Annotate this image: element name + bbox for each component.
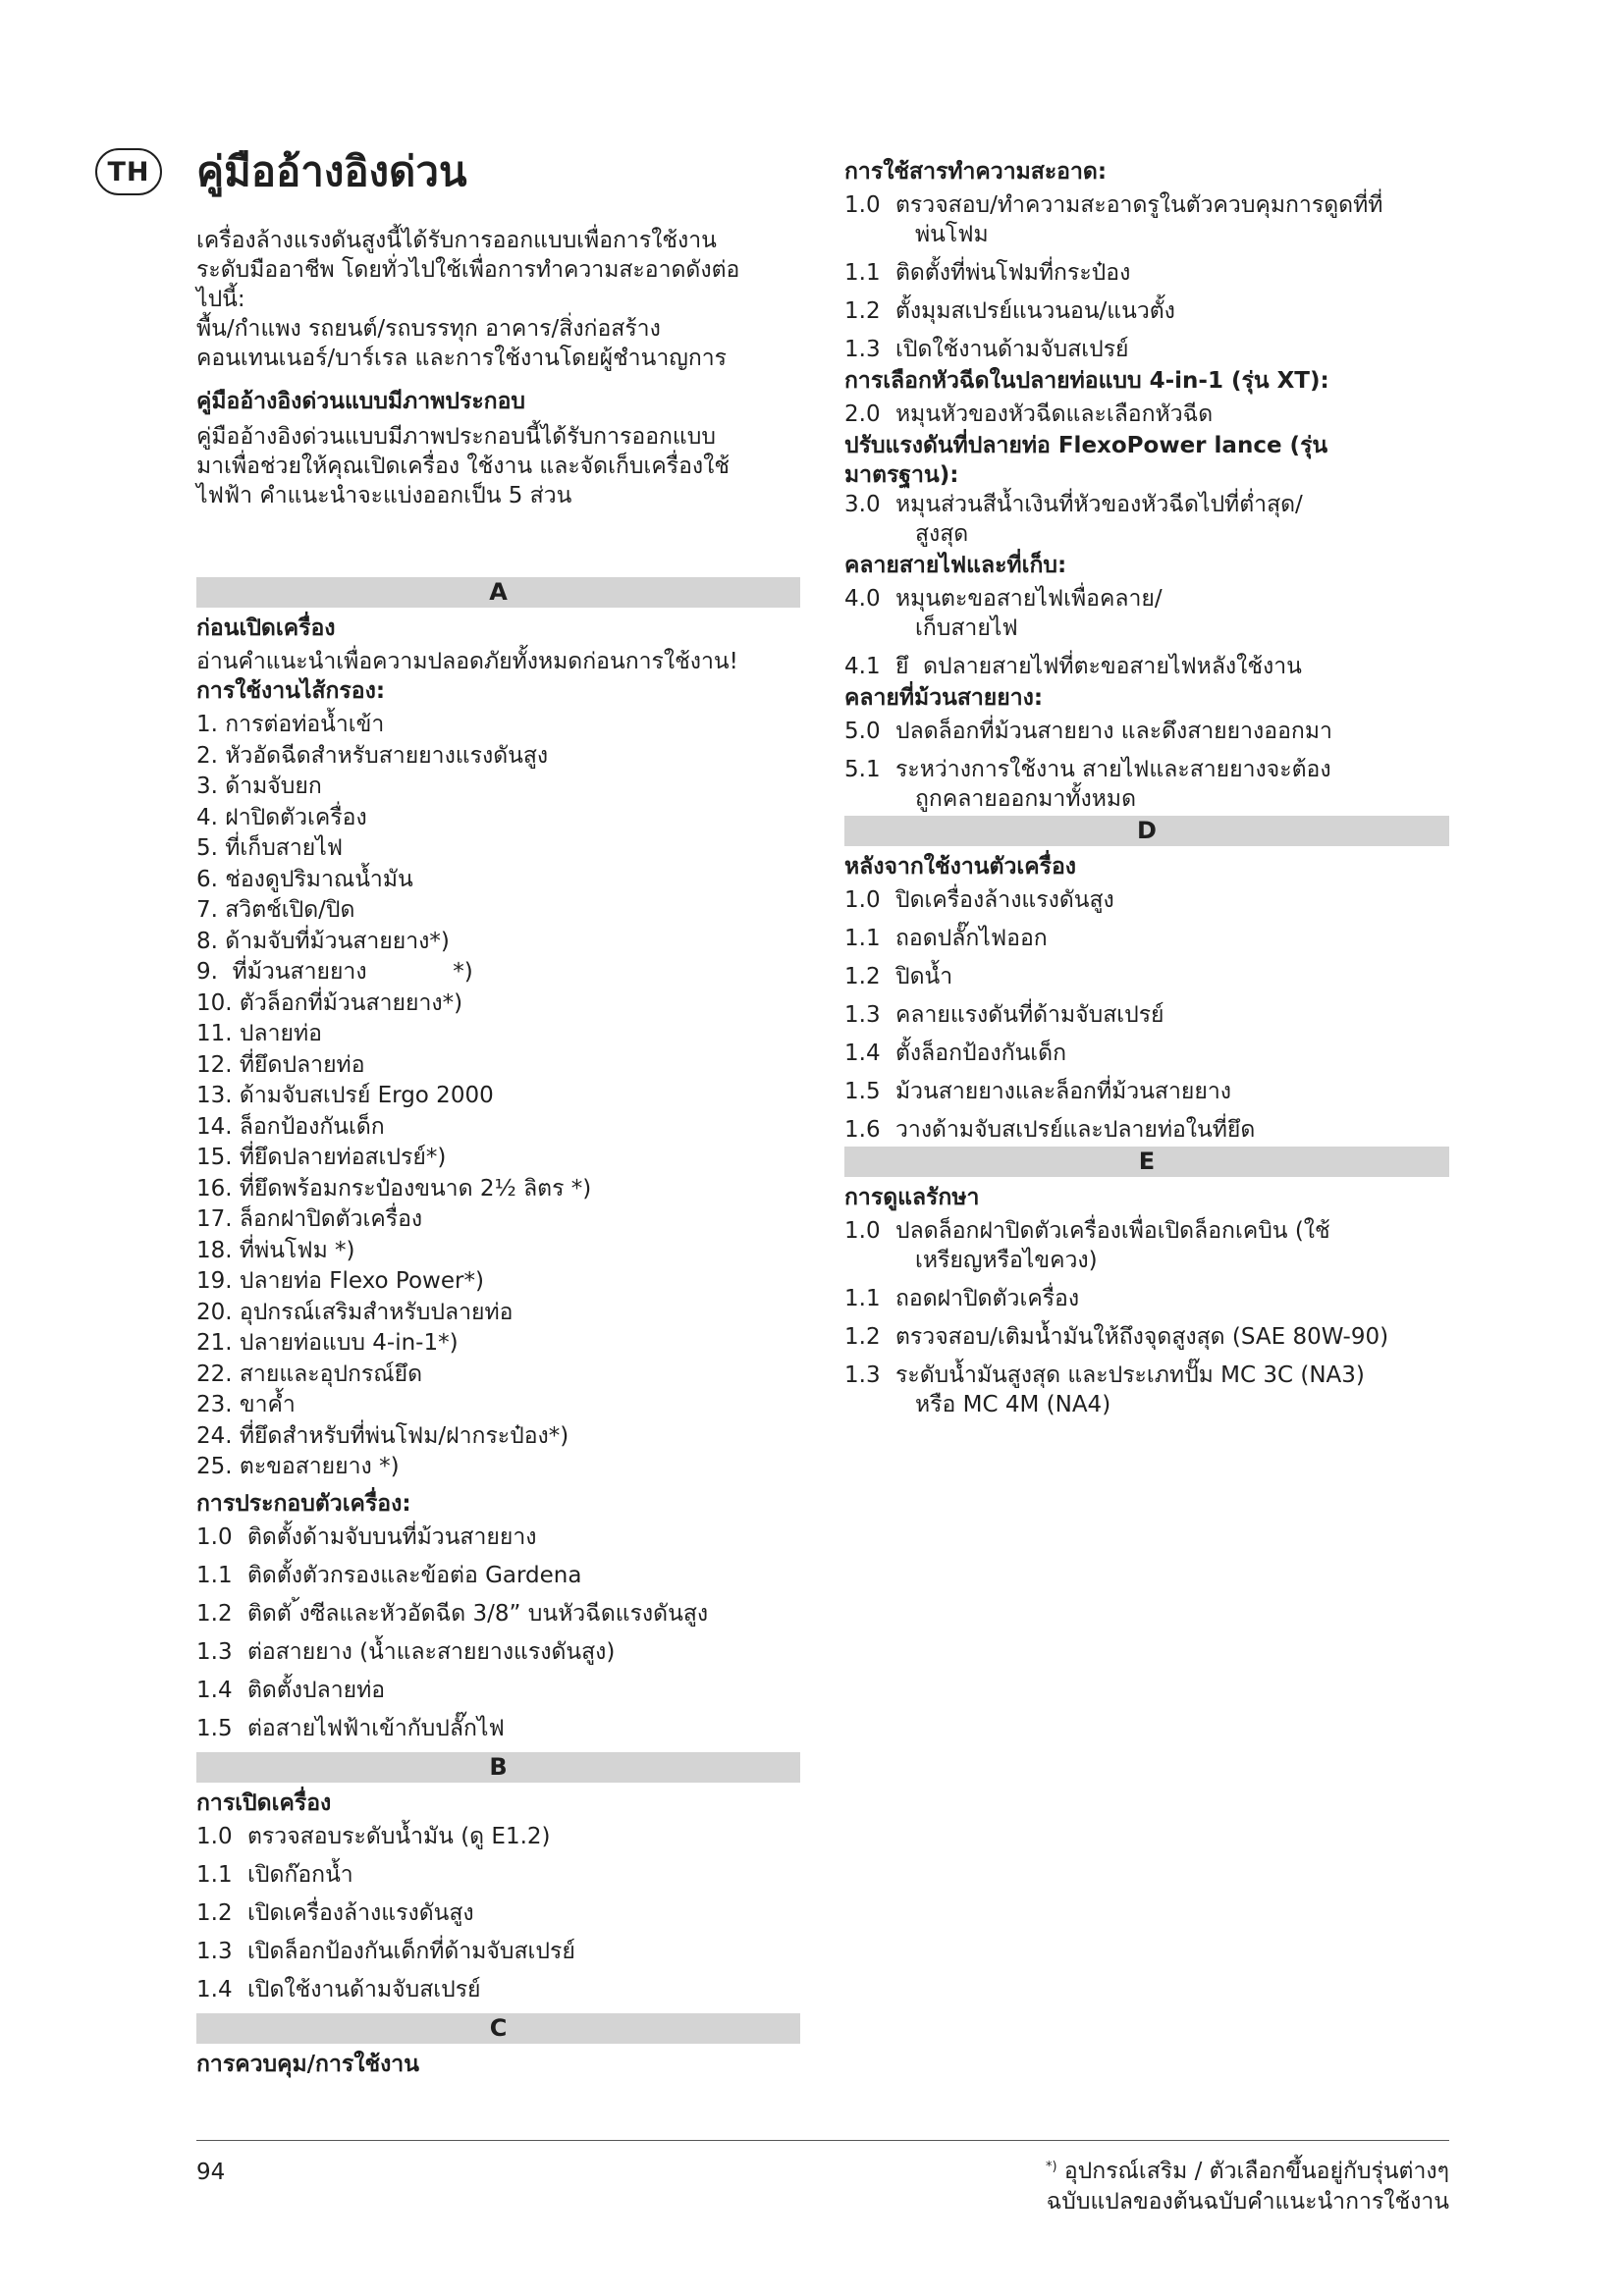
step-text: ติดตั้งที่พ่นโฟมที่กระป๋อง [895, 260, 1131, 286]
step-text: ตรวจสอบ/เติมน้ำมันให้ถึงจุดสูงสุด (SAE 80W-90) [895, 1324, 1389, 1350]
page-number: 94 [196, 2160, 226, 2185]
step-text: เปิดใช้งานด้ามจับสเปรย์ [895, 337, 1129, 362]
step-item [844, 1000, 1449, 1030]
step-number: 1.3 [844, 337, 881, 362]
pictorial-line: ไฟฟ้า คำแนะนำจะแบ่งออกเป็น 5 ส่วน [196, 483, 572, 508]
step-number: 3.0 [844, 492, 881, 517]
pictorial-line: คู่มืออ้างอิงด่วนแบบมีภาพประกอบนี้ได้รับการออกแบบ [196, 424, 716, 450]
step-item [196, 1860, 800, 1890]
step-number: 1.1 [196, 1562, 233, 1588]
step-item [844, 1115, 1449, 1145]
step-number: 1.1 [844, 260, 881, 286]
list-item: 5. ที่เก็บสายไฟ [196, 835, 344, 861]
step-text: เปิดล็อกป้องกันเด็กที่ด้ามจับสเปรย์ [247, 1938, 575, 1964]
step-number: 1.0 [196, 1523, 233, 1550]
section-b-heading: การเปิดเครื่อง [196, 1789, 332, 1816]
step-item [844, 1216, 1449, 1275]
step-item [844, 885, 1449, 915]
section-a-bar: A [196, 577, 800, 608]
step-item [844, 296, 1449, 326]
intro-line: พื้น/กำแพง รถยนต์/รถบรรทุก อาคาร/สิ่งก่อสร้าง [196, 316, 661, 342]
step-text: ปลดล็อกฝาปิดตัวเครื่องเพื่อเปิดล็อกเคบิน (ใช้ [895, 1218, 1330, 1244]
reel-steps [844, 717, 1449, 814]
list-item: 18. ที่พ่นโฟม *) [196, 1237, 355, 1263]
step-text: ยึ ดปลายสายไฟที่ตะขอสายไฟหลังใช้งาน [895, 654, 1302, 679]
step-text: ติดตั้งด้ามจับบนที่ม้วนสายยาง [247, 1523, 537, 1550]
step-number: 1.5 [844, 1079, 881, 1104]
step-number: 1.5 [196, 1715, 233, 1741]
step-item [844, 755, 1449, 814]
nozzle-heading: การเลือกหัวฉีดในปลายท่อแบบ 4-in-1 (รุ่น XT): [844, 368, 1329, 394]
step-item [196, 1561, 800, 1590]
list-item: 11. ปลายท่อ [196, 1021, 322, 1046]
cable-heading: คลายสายไฟและที่เก็บ: [844, 553, 1067, 578]
left-column [196, 226, 800, 2079]
section-d-bar: D [844, 816, 1449, 846]
step-number: 1.1 [844, 926, 881, 951]
list-item: 8. ด้ามจับที่ม้วนสายยาง*) [196, 928, 450, 954]
step-number: 1.2 [844, 964, 881, 989]
list-item: 17. ล็อกฝาปิดตัวเครื่อง [196, 1206, 423, 1232]
list-item: 24. ที่ยึดสำหรับที่พ่นโฟม/ฝากระป๋อง*) [196, 1422, 569, 1449]
safety-note: อ่านคำแนะนำเพื่อความปลอดภัยทั้งหมดก่อนการใช้งาน! [196, 649, 738, 674]
list-item: 10. ตัวล็อกที่ม้วนสายยาง*) [196, 989, 463, 1016]
maintenance-steps [844, 1216, 1449, 1419]
step-item [196, 1822, 800, 1851]
list-item: 22. สายและอุปกรณ์ยึด [196, 1361, 423, 1387]
cable-steps [844, 584, 1449, 681]
step-number: 1.3 [196, 1638, 233, 1665]
step-number: 4.0 [844, 586, 881, 612]
section-e-heading: การดูแลรักษา [844, 1185, 980, 1210]
intro-line: คอนเทนเนอร์/บาร์เรล และการใช้งานโดยผู้ชำนาญการ [196, 346, 728, 371]
step-item [196, 1898, 800, 1928]
reel-heading: คลายที่ม้วนสายยาง: [844, 685, 1044, 711]
detergent-heading: การใช้สารทำความสะอาด: [844, 159, 1108, 185]
step-item [844, 1039, 1449, 1068]
step-text: ติดตั้งตัวกรองและข้อต่อ Gardena [247, 1562, 582, 1588]
step-text: ถอดปลั๊กไฟออก [895, 926, 1048, 951]
list-item: 7. สวิตช์เปิด/ปิด [196, 897, 355, 923]
section-c-heading: การควบคุม/การใช้งาน [196, 2051, 419, 2077]
step-text: ถอดฝาปิดตัวเครื่อง [895, 1286, 1080, 1311]
step-text-continued: สูงสุด [915, 521, 969, 547]
step-text: หมุนส่วนสีน้ำเงินที่หัวของหัวฉีดไปที่ต่ำสุด/ [895, 492, 1303, 517]
step-text: คลายแรงดันที่ด้ามจับสเปรย์ [895, 1002, 1164, 1028]
step-item [844, 335, 1449, 364]
step-number: 1.0 [844, 887, 881, 913]
step-item [844, 1322, 1449, 1352]
step-text: ระดับน้ำมันสูงสุด และประเภทปั๊ม MC 3C (NA3) [895, 1362, 1365, 1388]
intro-line: ไปนี้: [196, 287, 245, 312]
step-item [844, 1077, 1449, 1106]
step-text: ปิดน้ำ [895, 964, 953, 989]
step-number: 1.0 [196, 1823, 233, 1849]
intro-paragraph [196, 226, 800, 373]
step-number: 1.1 [196, 1861, 233, 1888]
step-text: เปิดใช้งานด้ามจับสเปรย์ [247, 1976, 481, 2002]
step-number: 1.2 [844, 1324, 881, 1350]
flexo-heading-continued: มาตรฐาน): [844, 462, 959, 488]
step-number: 5.0 [844, 719, 881, 744]
list-item: 16. ที่ยึดพร้อมกระป๋องขนาด 2½ ลิตร *) [196, 1175, 592, 1201]
parts-heading: การใช้งานไส้กรอง: [196, 678, 386, 704]
step-item [844, 190, 1449, 249]
detergent-steps [844, 190, 1449, 364]
nozzle-steps [844, 400, 1449, 429]
section-c-bar: C [196, 2013, 800, 2044]
list-item: 3. ด้ามจับยก [196, 774, 322, 799]
list-item: 25. ตะขอสายยาง *) [196, 1454, 400, 1479]
step-item [196, 1714, 800, 1743]
step-item [844, 717, 1449, 746]
step-item [844, 924, 1449, 953]
step-text: ติดตั้งปลายท่อ [247, 1677, 386, 1703]
step-number: 1.4 [196, 1677, 233, 1703]
step-number: 1.0 [844, 1218, 881, 1244]
step-text: วางด้ามจับสเปรย์และปลายท่อในที่ยึด [895, 1117, 1256, 1143]
pictorial-paragraph [196, 422, 800, 510]
footnote [1046, 2152, 1449, 2217]
step-number: 4.1 [844, 654, 881, 679]
step-item [844, 1284, 1449, 1313]
parts-list [196, 710, 800, 1483]
list-item: 23. ขาค้ำ [196, 1392, 296, 1417]
step-item [844, 490, 1449, 549]
step-text: ตรวจสอบ/ทำความสะอาดรูในตัวควบคุมการดูดที่ที่ [895, 192, 1383, 218]
step-item [844, 258, 1449, 288]
step-text: ตั้งมุมสเปรย์แนวนอน/แนวตั้ง [895, 298, 1175, 324]
step-text-continued: หรือ MC 4M (NA4) [915, 1392, 1111, 1417]
step-item [196, 1937, 800, 1966]
list-item: 4. ฝาปิดตัวเครื่อง [196, 804, 367, 830]
step-item [844, 962, 1449, 991]
step-number: 1.3 [844, 1002, 881, 1028]
section-b-bar: B [196, 1752, 800, 1783]
flexo-steps [844, 490, 1449, 549]
assembly-heading: การประกอบตัวเครื่อง: [196, 1490, 411, 1517]
list-item: 1. การต่อท่อน้ำเข้า [196, 712, 385, 737]
list-item: 12. ที่ยึดปลายท่อ [196, 1051, 365, 1078]
assembly-steps [196, 1522, 800, 1743]
footnote-line: ฉบับแปลของต้นฉบับคำแนะนำการใช้งาน [1046, 2189, 1449, 2215]
section-a-heading: ก่อนเปิดเครื่อง [196, 615, 336, 641]
step-number: 1.4 [844, 1041, 881, 1066]
step-text-continued: พ่นโฟม [915, 222, 989, 247]
step-number: 1.3 [844, 1362, 881, 1388]
step-text: เปิดเครื่องล้างแรงดันสูง [247, 1899, 474, 1926]
after-use-steps [844, 885, 1449, 1145]
step-text: หมุนตะขอสายไฟเพื่อคลาย/ [895, 586, 1163, 612]
list-item: 2. หัวอัดฉีดสำหรับสายยางแรงดันสูง [196, 742, 549, 769]
list-item: 15. ที่ยึดปลายท่อสเปรย์*) [196, 1145, 447, 1170]
intro-line: ระดับมืออาชีพ โดยทั่วไปใช้เพื่อการทำความสะอาดดังต่อ [196, 257, 740, 283]
step-text: ต่อสายไฟฟ้าเข้ากับปลั๊กไฟ [247, 1715, 505, 1741]
step-number: 1.6 [844, 1117, 881, 1143]
pictorial-line: มาเพื่อช่วยให้คุณเปิดเครื่อง ใช้งาน และจัดเก็บเครื่องใช้ [196, 454, 730, 479]
section-d-heading: หลังจากใช้งานตัวเครื่อง [844, 854, 1077, 880]
step-text: ติดตั ้งซีลและหัวอัดฉีด 3/8” บนหัวฉีดแรงดันสูง [247, 1600, 709, 1627]
step-number: 1.2 [196, 1899, 233, 1926]
page-title: คู่มืออ้างอิงด่วน [196, 147, 467, 195]
step-item [844, 584, 1449, 643]
step-text: ม้วนสายยางและล็อกที่ม้วนสายยาง [895, 1079, 1231, 1104]
footer-divider [196, 2140, 1449, 2141]
step-item [196, 1676, 800, 1705]
step-text-continued: ถูกคลายออกมาทั้งหมด [915, 786, 1137, 812]
step-text: เปิดก๊อกน้ำ [247, 1861, 353, 1888]
footnote-text: อุปกรณ์เสริม / ตัวเลือกขึ้นอยู่กับรุ่นต่างๆ [1063, 2159, 1449, 2184]
step-text: ตั้งล็อกป้องกันเด็ก [895, 1041, 1067, 1066]
step-item [844, 1361, 1449, 1419]
step-number: 1.0 [844, 192, 881, 218]
footnote-line [1046, 2152, 1449, 2187]
language-badge: TH [95, 148, 162, 195]
step-item [844, 652, 1449, 681]
step-text: ต่อสายยาง (น้ำและสายยางแรงดันสูง) [247, 1638, 616, 1665]
step-item [196, 1637, 800, 1667]
step-number: 1.4 [196, 1976, 233, 2002]
list-item: 6. ช่องดูปริมาณน้ำมัน [196, 866, 413, 892]
step-number: 1.2 [844, 298, 881, 324]
step-text-continued: เก็บสายไฟ [915, 615, 1018, 641]
footnote-mark: *) [1045, 2160, 1057, 2174]
step-text-continued: เหรียญหรือไขควง) [915, 1248, 1098, 1273]
step-text: ปลดล็อกที่ม้วนสายยาง และดึงสายยางออกมา [895, 719, 1332, 744]
step-item [196, 1522, 800, 1552]
list-item: 19. ปลายท่อ Flexo Power*) [196, 1268, 484, 1294]
step-number: 1.2 [196, 1600, 233, 1627]
step-text: ปิดเครื่องล้างแรงดันสูง [895, 887, 1114, 913]
step-item [844, 400, 1449, 429]
start-steps [196, 1822, 800, 2004]
intro-line: เครื่องล้างแรงดันสูงนี้ได้รับการออกแบบเพื่อการใช้งาน [196, 228, 717, 253]
step-number: 2.0 [844, 401, 881, 427]
step-item [196, 1599, 800, 1629]
section-e-bar: E [844, 1147, 1449, 1177]
step-text: หมุนหัวของหัวฉีดและเลือกหัวฉีด [895, 401, 1214, 427]
list-item: 9. ที่ม้วนสายยาง *) [196, 959, 473, 985]
right-column [844, 157, 1449, 1428]
list-item: 20. อุปกรณ์เสริมสำหรับปลายท่อ [196, 1299, 514, 1325]
pictorial-heading: คู่มืออ้างอิงด่วนแบบมีภาพประกอบ [196, 389, 526, 414]
step-text: ระหว่างการใช้งาน สายไฟและสายยางจะต้อง [895, 757, 1331, 782]
list-item: 21. ปลายท่อแบบ 4-in-1*) [196, 1330, 459, 1356]
list-item: 13. ด้ามจับสเปรย์ Ergo 2000 [196, 1083, 494, 1108]
step-number: 1.1 [844, 1286, 881, 1311]
step-item [196, 1975, 800, 2004]
step-text: ตรวจสอบระดับน้ำมัน (ดู E1.2) [247, 1823, 551, 1849]
step-number: 1.3 [196, 1938, 233, 1964]
flexo-heading: ปรับแรงดันที่ปลายท่อ FlexoPower lance (รุ่น [844, 433, 1328, 458]
step-number: 5.1 [844, 757, 881, 782]
list-item: 14. ล็อกป้องกันเด็ก [196, 1113, 385, 1140]
